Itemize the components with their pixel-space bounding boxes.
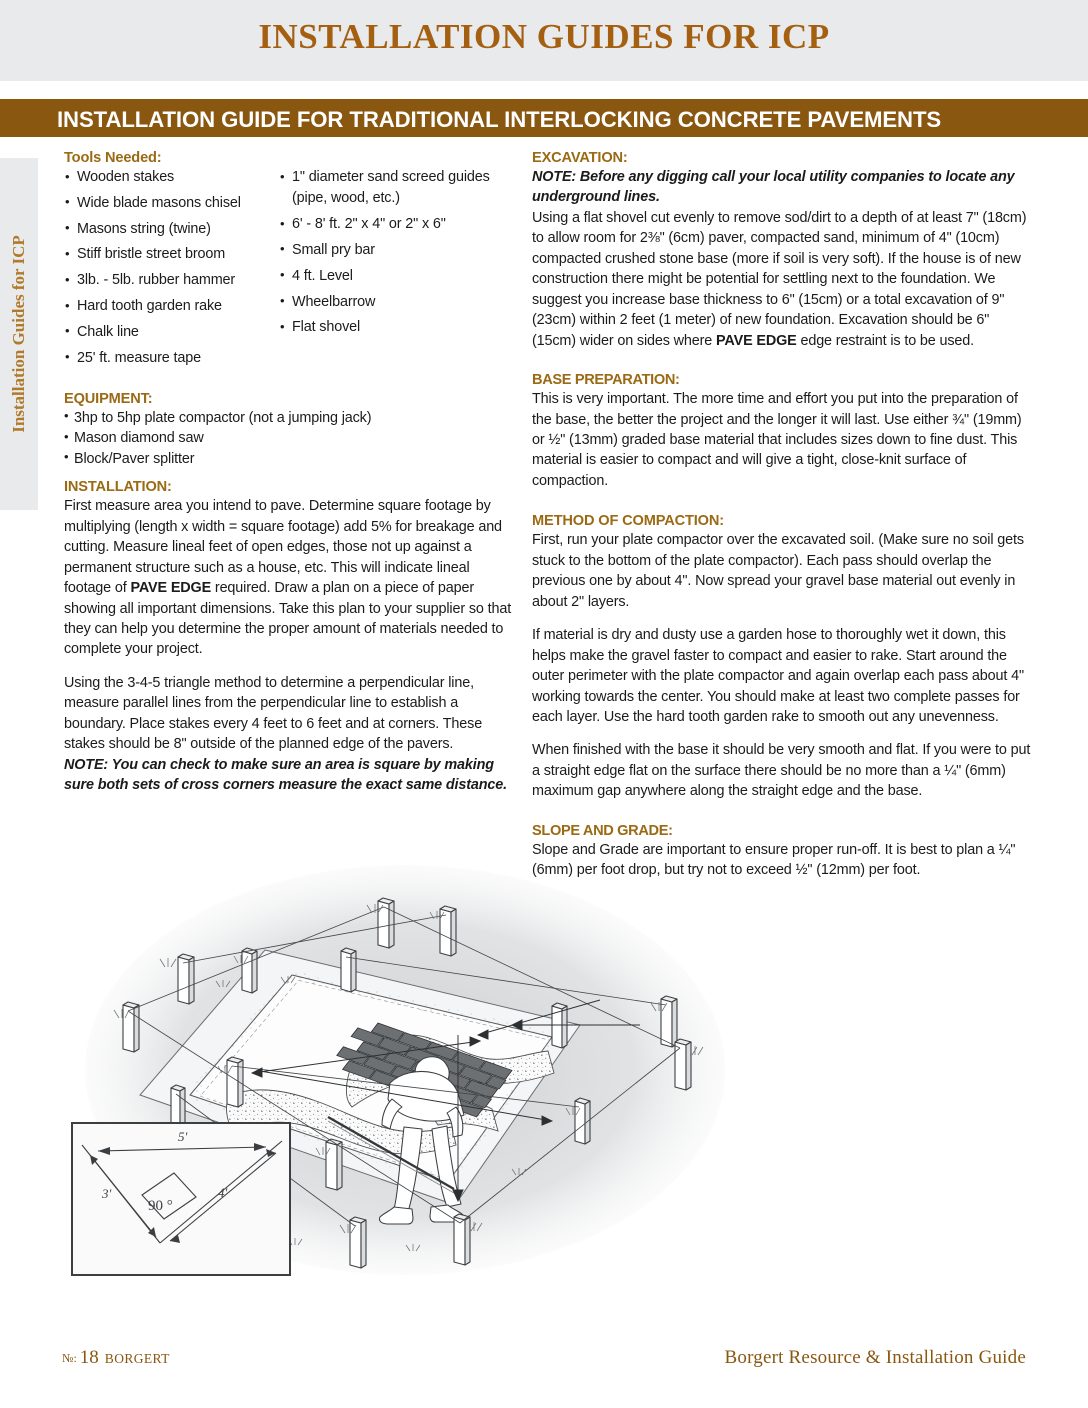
footer-brand: BORGERT bbox=[104, 1351, 170, 1366]
page-header bbox=[0, 0, 1088, 81]
compaction-paragraph-1: First, run your plate compactor over the excavated soil. (Make sure no soil gets stuck to the bottom of the plate compactor). Each pass should overlap the previous one by about 4". Now spread your gravel base material out evenly in about 2" layers. bbox=[532, 532, 1024, 610]
section-banner-title: INSTALLATION GUIDE FOR TRADITIONAL INTERLOCKING CONCRETE PAVEMENTS bbox=[57, 107, 942, 132]
spacer bbox=[64, 374, 512, 391]
list-item: • Wide blade masons chisel bbox=[64, 193, 279, 214]
pave-edge-emphasis: PAVE EDGE bbox=[716, 332, 797, 349]
excavation-body bbox=[532, 208, 1032, 351]
tools-column-a bbox=[64, 167, 279, 374]
tools-lists bbox=[64, 167, 512, 374]
footer-guide-title: Borgert Resource & Installation Guide bbox=[724, 1347, 1026, 1368]
list-item: • Chalk line bbox=[64, 322, 279, 343]
stake bbox=[227, 1057, 243, 1107]
spacer bbox=[532, 504, 1032, 513]
side-tab-label: Installation Guides for ICP bbox=[9, 235, 28, 433]
installation-paragraph-1 bbox=[64, 496, 512, 660]
list-item: • Small pry bar bbox=[279, 240, 509, 261]
compaction-paragraph-3: When finished with the base it should be very smooth and flat. If you were to put a straight edge flat on the surface there should be no more than a ¼" (6mm) maximum gap anywhere along the straight edge and the base. bbox=[532, 742, 1031, 800]
number-symbol: №: bbox=[62, 1351, 77, 1365]
spacer bbox=[532, 364, 1032, 372]
inset-label-hypotenuse: 5' bbox=[178, 1129, 188, 1144]
left-content-column bbox=[64, 150, 512, 796]
inset-label-side-a: 3' bbox=[102, 1186, 112, 1201]
compaction-paragraph-2: If material is dry and dusty use a garden hose to thoroughly wet it down, this helps make the gravel faster to compact and easier to rake. Start around the outer perimeter with the plate compactor and again overlap each pass about 4" working towards the center. You should make at least two complete passes for each layer. Use the hard tooth garden rake to smooth out any unevenness. bbox=[532, 627, 1024, 725]
installation-heading: INSTALLATION: bbox=[64, 479, 172, 496]
stake bbox=[440, 906, 456, 956]
installation-note: NOTE: You can check to make sure an area is square by making sure both sets of cross corners measure the exact same distance. bbox=[64, 756, 507, 794]
inset-label-angle: 90 ° bbox=[148, 1198, 173, 1214]
inset-label-side-b: 4' bbox=[218, 1185, 228, 1200]
slope-and-grade-heading: SLOPE AND GRADE: bbox=[532, 822, 673, 839]
installation-illustration-svg bbox=[60, 845, 780, 1300]
base-preparation-heading: BASE PREPARATION: bbox=[532, 372, 680, 389]
pave-edge-emphasis: PAVE EDGE bbox=[130, 580, 212, 597]
list-item: • Stiff bristle street broom bbox=[64, 244, 279, 265]
list-item: • Hard tooth garden rake bbox=[64, 296, 279, 317]
excavation-text-b: edge restraint is to be used. bbox=[796, 332, 974, 349]
stake bbox=[326, 1139, 342, 1190]
list-item: • 25' ft. measure tape bbox=[64, 348, 279, 369]
equipment-list bbox=[64, 408, 512, 470]
spacer bbox=[532, 815, 1032, 823]
list-item: • Flat shovel bbox=[279, 317, 509, 338]
stake bbox=[242, 948, 257, 993]
slope-and-grade-body: Slope and Grade are important to ensure proper run-off. It is best to plan a ¼" (6mm) per foot drop, but try not to exceed ½" (12mm) per foot. bbox=[532, 841, 1016, 879]
installation-illustration bbox=[60, 845, 780, 1300]
equipment-heading: EQUIPMENT: bbox=[64, 390, 153, 407]
tools-column-b bbox=[279, 167, 509, 374]
installation-text-a: First measure area you intend to pave. Determine square footage by multiplying (length x width = square footage) add 5% for breakage and cutting. Measure lineal feet of open edges, those not up against a permanent structure such as a house, etc. This will indicate lineal footage of bbox=[64, 498, 502, 597]
installation-paragraph-2: Using the 3-4-5 triangle method to determine a perpendicular line, measure parallel lines from the perpendicular line to establish a boundary. Place stakes every 4 feet to 6 feet and at corners. These stakes should be 8" outside of the planned edge of the pavers. bbox=[64, 674, 483, 753]
stake bbox=[341, 948, 356, 992]
list-item: • Masons string (twine) bbox=[64, 219, 279, 240]
stake bbox=[171, 1085, 185, 1127]
spacer bbox=[64, 469, 512, 479]
base-preparation-body: This is very important. The more time and effort you put into the preparation of the base, the better the project and the longer it will last. Use either ¾" (19mm) or ½" (13mm) graded base material that includes sizes down to fine dust. This material is easier to compact and will give a tight, close-knit surface of compaction. bbox=[532, 391, 1022, 489]
excavation-note: NOTE: Before any digging call your local utility companies to locate any underground lines. bbox=[532, 169, 1015, 206]
method-of-compaction-heading: METHOD OF COMPACTION: bbox=[532, 513, 724, 530]
footer-page-marker bbox=[62, 1347, 170, 1369]
installation-text-b: required. Draw a plan on a piece of paper showing all important dimensions. Take this plan to your supplier so that they can help you determine the proper amount of materials needed to complete your project. bbox=[64, 580, 512, 658]
page-number: 18 bbox=[79, 1347, 99, 1368]
excavation-heading: EXCAVATION: bbox=[532, 150, 628, 166]
tools-list-b bbox=[279, 167, 509, 339]
triangle-method-inset bbox=[72, 1123, 290, 1275]
list-item: • Wheelbarrow bbox=[279, 292, 509, 313]
page-footer bbox=[0, 1347, 1088, 1387]
list-item: • Mason diamond saw bbox=[64, 428, 512, 449]
stake bbox=[350, 1217, 366, 1268]
side-tab bbox=[0, 158, 38, 510]
list-item: • Wooden stakes bbox=[64, 167, 279, 188]
right-content-column bbox=[532, 150, 1032, 881]
section-banner bbox=[0, 99, 1088, 137]
stake bbox=[378, 898, 394, 948]
list-item: • Block/Paver splitter bbox=[64, 449, 512, 470]
list-item: • 3lb. - 5lb. rubber hammer bbox=[64, 270, 279, 291]
list-item: • 4 ft. Level bbox=[279, 266, 509, 287]
list-item: • 1" diameter sand screed guides (pipe, wood, etc.) bbox=[279, 167, 509, 210]
stake bbox=[661, 996, 677, 1047]
list-item: • 6' - 8' ft. 2" x 4" or 2" x 6" bbox=[279, 214, 509, 235]
tools-needed-heading: Tools Needed: bbox=[64, 150, 162, 166]
excavation-text-a: Using a flat shovel cut evenly to remove sod/dirt to a depth of at least 7" (18cm) to allow room for 2⅜" (6cm) paver, compacted sand, minimum of 4" (10cm) compacted crushed stone base (more if soil is very soft). If the house is of new construction there might be potential for settling next to the foundation. We suggest you increase base thickness to 6" (15cm) or a total excavation of 9" (23cm) within 2 feet (1 meter) of new foundation. Excavation should be 6" (15cm) wider on sides where bbox=[532, 209, 1027, 349]
list-item: • 3hp to 5hp plate compactor (not a jumping jack) bbox=[64, 408, 512, 429]
tools-list-a bbox=[64, 167, 279, 369]
page-title: INSTALLATION GUIDES FOR ICP bbox=[258, 17, 830, 56]
